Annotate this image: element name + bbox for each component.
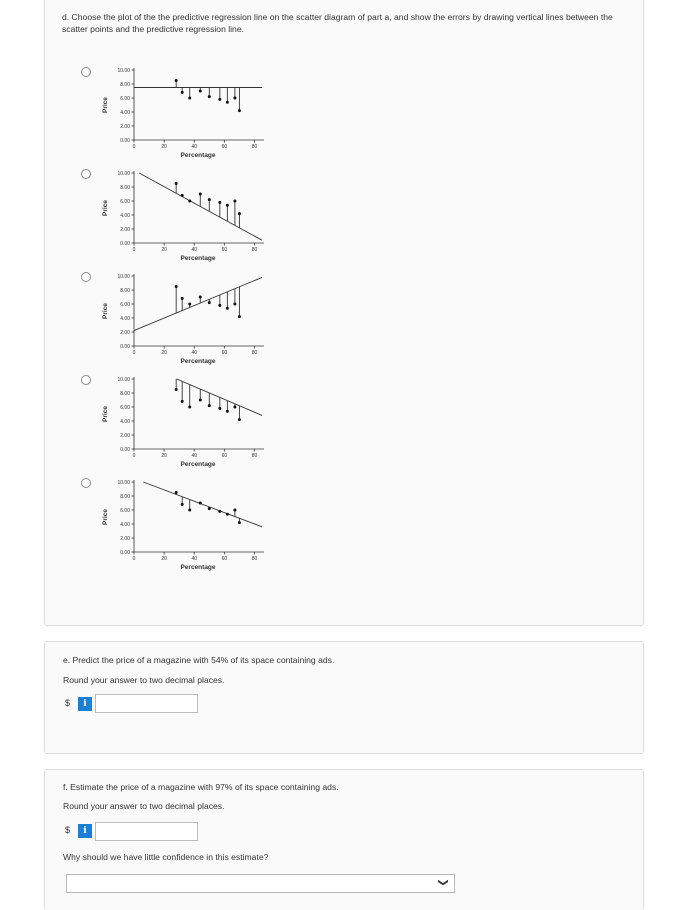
y-tick-label: 6.00: [120, 198, 130, 205]
x-tick-label: 80: [251, 144, 258, 150]
y-tick-label: 0.00: [120, 240, 130, 247]
data-point: [218, 98, 221, 101]
x-tick-label: 0: [132, 144, 136, 150]
y-tick-label: 0.00: [120, 549, 130, 556]
y-axis-label: Price: [102, 97, 109, 113]
x-tick-label: 60: [221, 556, 228, 562]
y-axis-label: Price: [102, 303, 109, 319]
x-tick-label: 60: [221, 144, 228, 150]
x-tick-label: 60: [221, 453, 228, 459]
data-point: [188, 303, 191, 306]
x-tick-label: 20: [161, 247, 167, 253]
data-point: [208, 95, 211, 98]
regression-line: [143, 482, 262, 527]
data-point: [233, 97, 236, 100]
data-point: [208, 507, 211, 510]
x-axis-label: Percentage: [180, 461, 216, 468]
y-tick-label: 6.00: [120, 301, 130, 308]
answer-input-f[interactable]: [95, 822, 198, 841]
option-a-radio[interactable]: [81, 67, 91, 77]
data-point: [175, 182, 178, 185]
data-point: [208, 301, 211, 304]
option-b-plot: [92, 167, 262, 263]
data-point: [175, 79, 178, 82]
x-tick-label: 0: [132, 556, 136, 562]
data-point: [238, 418, 241, 421]
y-tick-label: 4.00: [120, 212, 130, 219]
data-point: [226, 307, 229, 310]
option-b-radio[interactable]: [81, 169, 91, 179]
data-point: [218, 304, 221, 307]
regression-line: [139, 173, 262, 240]
x-tick-label: 60: [221, 350, 228, 356]
data-point: [238, 315, 241, 318]
data-point: [233, 509, 236, 512]
x-tick-label: 80: [251, 453, 258, 459]
regression-line: [134, 277, 262, 330]
y-tick-label: 8.00: [120, 390, 130, 397]
data-point: [199, 399, 202, 402]
y-tick-label: 2.00: [120, 123, 130, 130]
y-tick-label: 6.00: [120, 507, 130, 514]
y-tick-label: 10.00: [117, 170, 130, 177]
y-tick-label: 8.00: [120, 287, 130, 294]
data-point: [233, 303, 236, 306]
data-point: [181, 503, 184, 506]
option-a-plot: [92, 64, 262, 160]
question-d-text: d. Choose the plot of the the predictive regression line on the scatter diagram of part a, and show the errors by drawing vertical lines between the scatter points and the predictive regression line.: [62, 12, 613, 34]
data-point: [188, 406, 191, 409]
data-point: [226, 204, 229, 207]
data-point: [181, 297, 184, 300]
x-tick-label: 20: [161, 144, 167, 150]
option-c-plot: [92, 270, 262, 366]
data-point: [238, 212, 241, 215]
y-tick-label: 10.00: [117, 479, 130, 486]
y-axis-label: Price: [102, 406, 109, 422]
data-point: [208, 404, 211, 407]
data-point: [181, 194, 184, 197]
x-axis-label: Percentage: [180, 152, 216, 159]
y-tick-label: 8.00: [120, 81, 130, 88]
currency-symbol-e: $: [65, 698, 71, 708]
x-tick-label: 0: [132, 350, 136, 356]
info-icon[interactable]: i: [78, 697, 92, 711]
confidence-reason-select[interactable]: [66, 874, 455, 893]
option-d-plot: [92, 373, 262, 469]
x-tick-label: 20: [161, 350, 167, 356]
x-tick-label: 40: [191, 247, 198, 253]
info-icon[interactable]: i: [78, 824, 92, 838]
y-tick-label: 4.00: [120, 418, 130, 425]
data-point: [181, 400, 184, 403]
data-point: [218, 201, 221, 204]
answer-input-e[interactable]: [95, 694, 198, 713]
option-e-radio[interactable]: [81, 478, 91, 488]
y-tick-label: 4.00: [120, 315, 130, 322]
option-d-radio[interactable]: [81, 375, 91, 385]
data-point: [226, 410, 229, 413]
x-tick-label: 40: [191, 453, 198, 459]
question-f-instruction: Round your answer to two decimal places.: [63, 801, 225, 811]
data-point: [188, 97, 191, 100]
data-point: [238, 521, 241, 524]
y-tick-label: 6.00: [120, 404, 130, 411]
x-tick-label: 80: [251, 556, 258, 562]
data-point: [175, 388, 178, 391]
x-tick-label: 40: [191, 556, 198, 562]
x-tick-label: 20: [161, 556, 167, 562]
y-tick-label: 2.00: [120, 329, 130, 336]
x-axis-label: Percentage: [180, 358, 216, 365]
y-tick-label: 0.00: [120, 137, 130, 144]
y-tick-label: 0.00: [120, 446, 130, 453]
x-tick-label: 20: [161, 453, 167, 459]
y-axis-label: Price: [102, 200, 109, 216]
y-tick-label: 10.00: [117, 376, 130, 383]
y-tick-label: 4.00: [120, 521, 130, 528]
question-e-instruction: Round your answer to two decimal places.: [63, 675, 225, 685]
y-tick-label: 4.00: [120, 109, 130, 116]
question-f-followup: Why should we have little confidence in this estimate?: [63, 852, 269, 862]
question-e-text: e. Predict the price of a magazine with 54% of its space containing ads.: [63, 655, 335, 665]
x-axis-label: Percentage: [180, 255, 216, 262]
data-point: [233, 406, 236, 409]
data-point: [208, 198, 211, 201]
data-point: [188, 509, 191, 512]
x-tick-label: 40: [191, 144, 198, 150]
data-point: [218, 407, 221, 410]
x-tick-label: 80: [251, 350, 258, 356]
currency-symbol-f: $: [65, 825, 71, 835]
x-tick-label: 40: [191, 350, 198, 356]
data-point: [181, 91, 184, 94]
data-point: [175, 285, 178, 288]
data-point: [188, 200, 191, 203]
data-point: [199, 502, 202, 505]
x-axis-label: Percentage: [180, 564, 216, 571]
y-tick-label: 2.00: [120, 432, 130, 439]
data-point: [199, 296, 202, 299]
y-tick-label: 10.00: [117, 273, 130, 280]
option-e-plot: [92, 476, 262, 572]
data-point: [175, 491, 178, 494]
y-tick-label: 8.00: [120, 184, 130, 191]
data-point: [233, 200, 236, 203]
data-point: [238, 109, 241, 112]
y-tick-label: 0.00: [120, 343, 130, 350]
chevron-down-icon: ❯: [437, 878, 449, 887]
data-point: [218, 510, 221, 513]
y-tick-label: 2.00: [120, 226, 130, 233]
data-point: [226, 513, 229, 516]
y-tick-label: 6.00: [120, 95, 130, 102]
data-point: [199, 193, 202, 196]
data-point: [226, 101, 229, 104]
y-tick-label: 10.00: [117, 67, 130, 74]
option-c-radio[interactable]: [81, 272, 91, 282]
y-axis-label: Price: [102, 509, 109, 525]
x-tick-label: 0: [132, 247, 136, 253]
question-f-text: f. Estimate the price of a magazine with 97% of its space containing ads.: [63, 782, 339, 792]
data-point: [199, 90, 202, 93]
y-tick-label: 8.00: [120, 493, 130, 500]
x-tick-label: 0: [132, 453, 136, 459]
x-tick-label: 60: [221, 247, 228, 253]
x-tick-label: 80: [251, 247, 258, 253]
y-tick-label: 2.00: [120, 535, 130, 542]
